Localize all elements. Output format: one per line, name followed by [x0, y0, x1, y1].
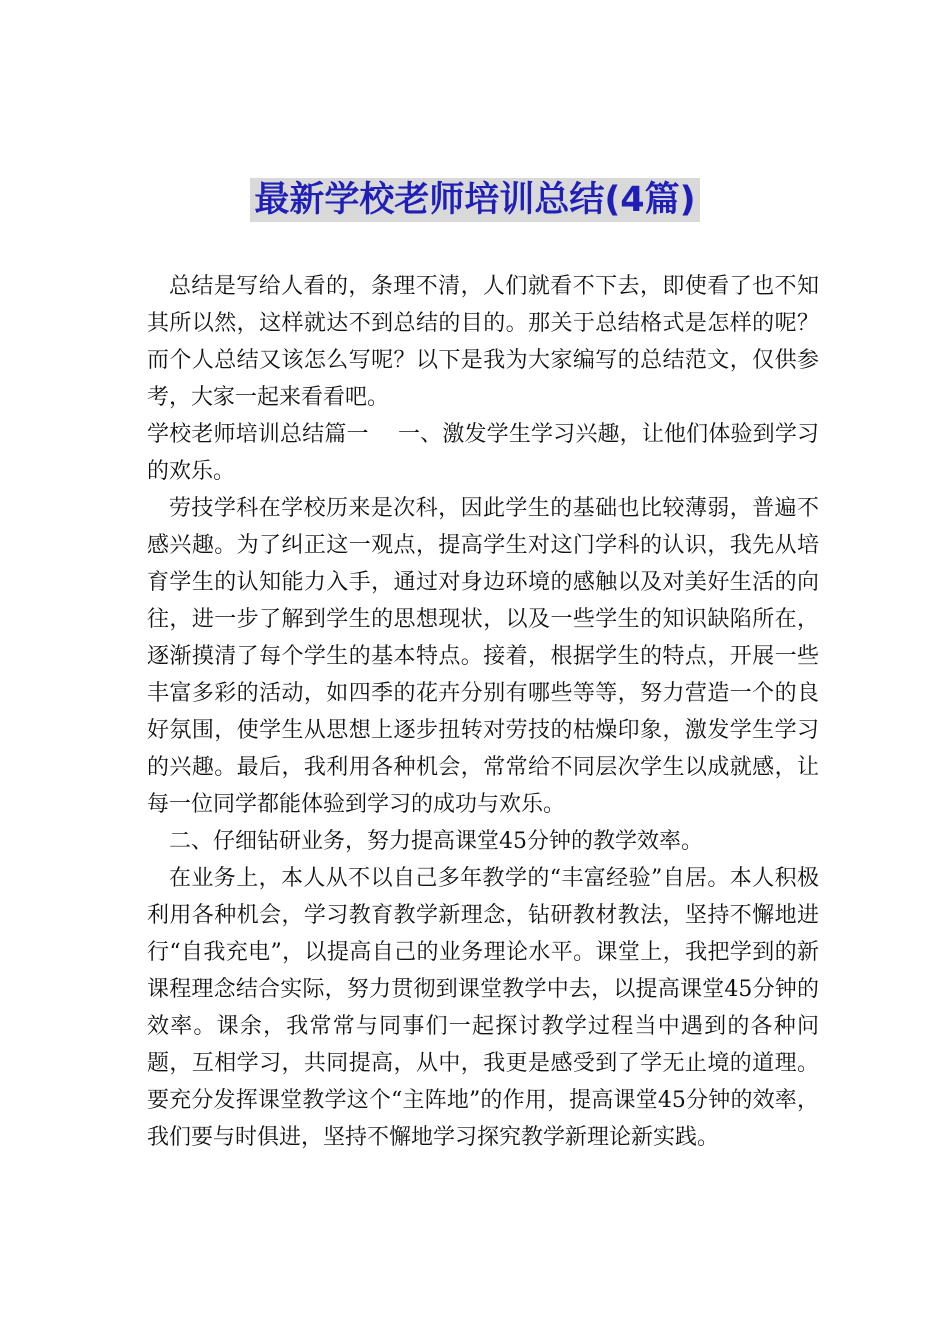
document-title: 最新学校老师培训总结(4篇) — [250, 178, 699, 222]
title-container — [0, 178, 950, 222]
intro-paragraph: 总结是写给人看的，条理不清，人们就看不下去，即使看了也不知其所以然，这样就达不到总结的目的。那关于总结格式是怎样的呢？而个人总结又该怎么写呢？以下是我为大家编写的总结范文，仅供参考，大家一起来看看吧。 — [147, 274, 819, 410]
document-body — [147, 268, 819, 1156]
body-paragraph-1: 劳技学科在学校历来是次科，因此学生的基础也比较薄弱，普遍不感兴趣。为了纠正这一观点，提高学生对这门学科的认识，我先从培育学生的认知能力入手，通过对身边环境的感触以及对美好生活的向往，进一步了解到学生的思想现状，以及一些学生的知识缺陷所在，逐渐摸清了每个学生的基本特点。接着，根据学生的特点，开展一些丰富多彩的活动，如四季的花卉分别有哪些等等，努力营造一个的良好氛围，使学生从思想上逐步扭转对劳技的枯燥印象，激发学生学习的兴趣。最后，我利用各种机会，常常给不同层次学生以成就感，让每一位同学都能体验到学习的成功与欢乐。 — [147, 496, 819, 817]
body-paragraph-2: 在业务上，本人从不以自己多年教学的“丰富经验”自居。本人积极利用各种机会，学习教育教学新理念，钻研教材教法，坚持不懈地进行“自我充电”，以提高自己的业务理论水平。课堂上，我把学到的新课程理念结合实际，努力贯彻到课堂教学中去，以提高课堂45分钟的效率。课余，我常常与同事们一起探讨教学过程当中遇到的各种问题，互相学习，共同提高，从中，我更是感受到了学无止境的道理。要充分发挥课堂教学这个“主阵地”的作用，提高课堂45分钟的效率，我们要与时俱进，坚持不懈地学习探究教学新理论新实践。 — [147, 866, 819, 1150]
subheading-paragraph: 二、仔细钻研业务，努力提高课堂45分钟的教学效率。 — [169, 829, 703, 854]
section-heading-paragraph: 学校老师培训总结篇一 一、激发学生学习兴趣，让他们体验到学习的欢乐。 — [147, 422, 819, 484]
